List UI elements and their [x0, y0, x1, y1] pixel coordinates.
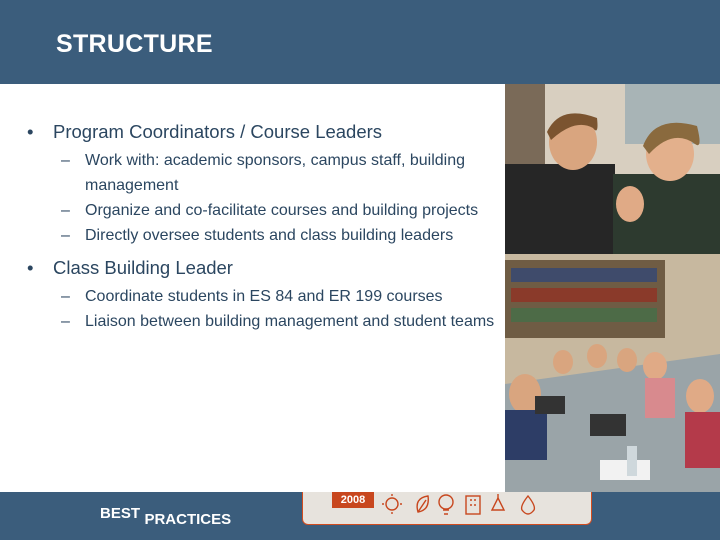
water-bottle — [627, 446, 637, 476]
footer-icons — [380, 490, 570, 524]
student-body — [645, 378, 675, 418]
student-face — [686, 379, 714, 413]
recycle-icon — [492, 494, 504, 510]
sub-bullet-item — [61, 309, 497, 334]
student-left-body — [505, 164, 615, 254]
best-practices-logo — [100, 505, 232, 528]
bullet-text: Class Building Leader — [53, 257, 233, 278]
student-face — [587, 344, 607, 368]
dash-icon: – — [61, 202, 70, 219]
student-face — [553, 350, 573, 374]
sub-bullet-text: Organize and co-facilitate courses and building projects — [85, 202, 479, 219]
brand-practices: PRACTICES — [144, 511, 232, 528]
water-icon — [522, 496, 535, 514]
dash-icon: – — [61, 227, 70, 244]
year-badge: 2008 — [332, 492, 374, 508]
bookshelf-row — [511, 268, 657, 282]
paper-sheets — [600, 460, 650, 480]
leaf-icon — [417, 496, 428, 512]
student-face — [617, 348, 637, 372]
dash-icon: – — [61, 288, 70, 305]
brand-best: BEST — [100, 505, 141, 522]
sub-bullet-list — [61, 148, 497, 248]
student-hand — [616, 186, 644, 222]
laptop — [590, 414, 626, 436]
laptop — [535, 396, 565, 414]
student-body — [505, 410, 547, 460]
sub-bullet-list — [61, 284, 497, 334]
slide-title: STRUCTURE — [56, 30, 213, 58]
sub-bullet-item — [61, 148, 497, 198]
dash-icon: – — [61, 152, 70, 169]
bookshelf-row — [511, 288, 657, 302]
photo-collage — [505, 84, 720, 492]
building-icon — [466, 496, 480, 514]
bulb-icon — [439, 495, 453, 514]
sub-bullet-text: Work with: academic sponsors, campus staff, building management — [85, 152, 466, 194]
bullet-list — [27, 120, 497, 342]
dash-icon: – — [61, 313, 70, 330]
sub-bullet-item — [61, 284, 497, 309]
sub-bullet-item — [61, 198, 497, 223]
sub-bullet-text: Liaison between building management and student teams — [85, 313, 495, 330]
sub-bullet-text: Coordinate students in ES 84 and ER 199 courses — [85, 288, 443, 305]
photo-collage-illustration — [505, 84, 720, 492]
bullet-item — [27, 256, 497, 280]
bullet-text: Program Coordinators / Course Leaders — [53, 121, 383, 142]
bullet-dot-icon: • — [27, 257, 34, 278]
bullet-dot-icon: • — [27, 121, 34, 142]
bullet-item — [27, 120, 497, 144]
student-face — [643, 352, 667, 380]
sub-bullet-item — [61, 223, 497, 248]
slide-content — [0, 84, 505, 492]
sub-bullet-text: Directly oversee students and class building leaders — [85, 227, 454, 244]
bookshelf-row — [511, 308, 657, 322]
sun-icon — [382, 494, 402, 514]
student-body — [685, 412, 720, 468]
